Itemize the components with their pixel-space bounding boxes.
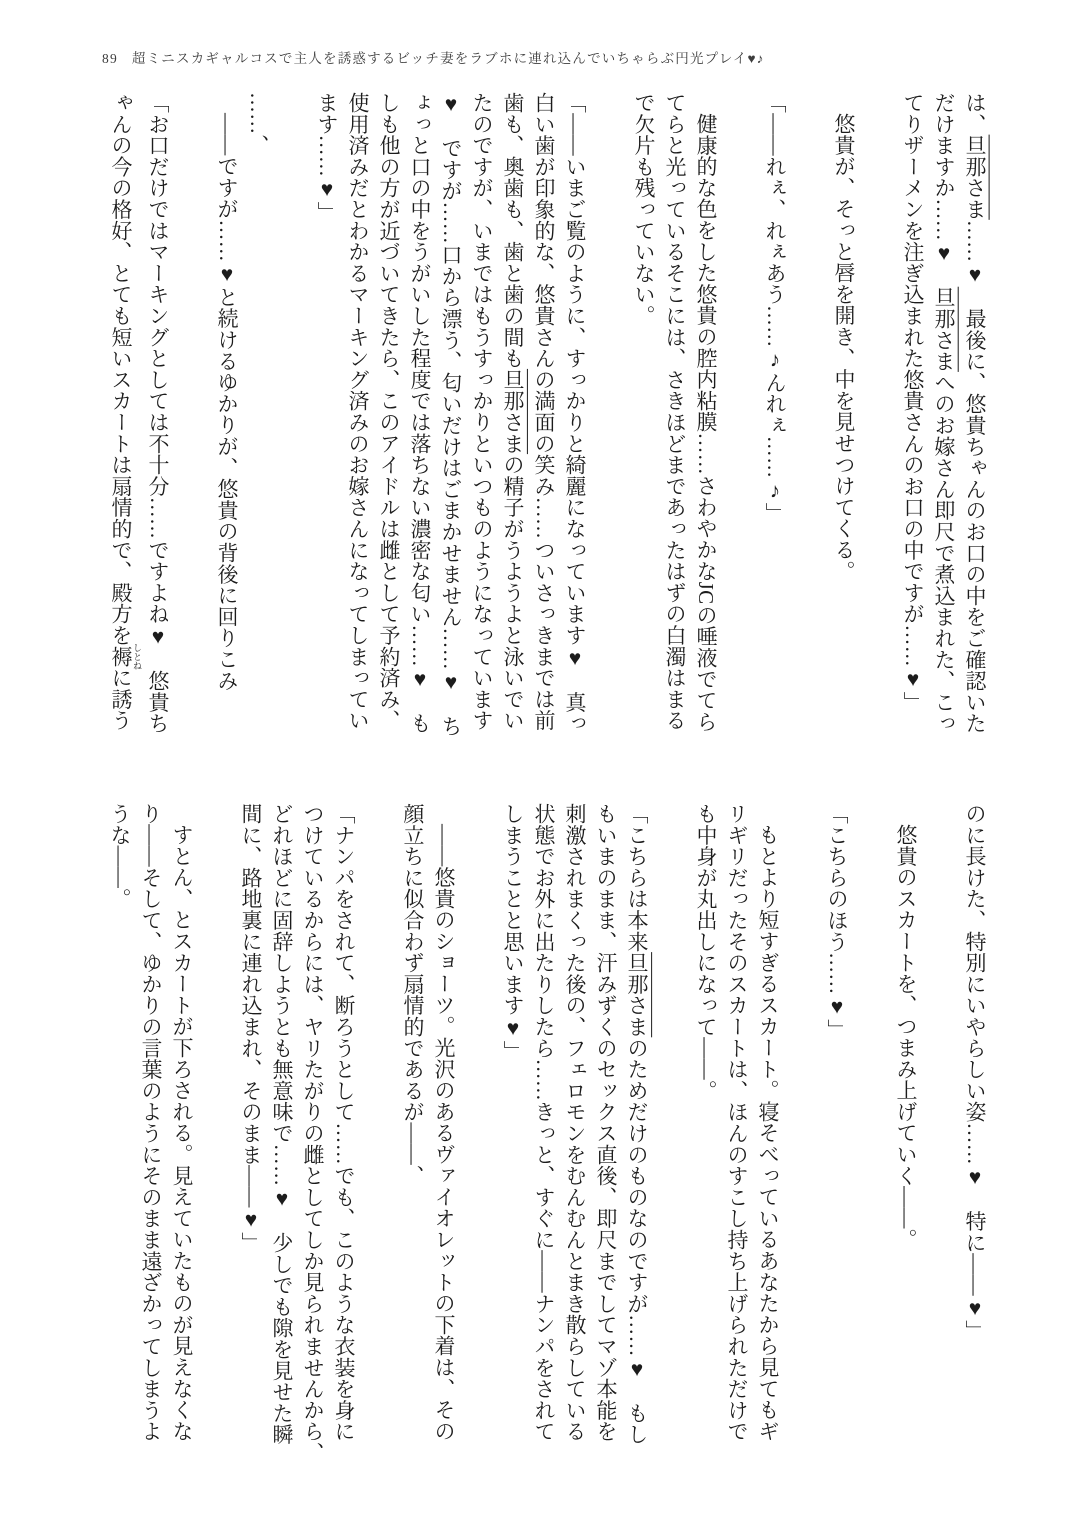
text-line: どれほどに固辞しようとも無意味で……♥ 少しでも隙を見せた瞬 — [270, 803, 294, 1445]
paragraph-group — [690, 803, 783, 1465]
text-line: 使用済みだとわかるマーキング済みのお嫁さんになってしまってい — [346, 92, 370, 731]
text-line: で欠片も残っていない。 — [632, 92, 656, 327]
text-line: もいまのまま、汗みずくのセックス直後、即尺までしてマゾ本能を — [594, 803, 618, 1442]
text-line: 悠貴が、そっと唇を開き、中を見せつけてくる。 — [832, 113, 856, 582]
text-line: 「お口だけではマーキングとしては不十分……ですよね♥ 悠貴ち — [146, 92, 170, 734]
text-line: 歯も、奥歯も、歯と歯の間も旦那さまの精子がうようよと泳いでい — [501, 92, 525, 732]
page-number: 89 — [102, 51, 118, 66]
text-line: 健康的な色をした悠貴の腔内粘膜……さわやかなJCの唾液でてら — [694, 113, 718, 733]
text-line: てりザーメンを注ぎ込まれた悠貴さんのお口の中ですが……♥」 — [901, 92, 925, 713]
emphasized-text: 旦那さま — [963, 134, 987, 220]
emphasized-text: 旦那さま — [932, 286, 956, 372]
text-line: しも他の方が近づいてきたら、このアイドルは雌として予約済み、 — [377, 92, 401, 731]
text-line: ——ですが……♥と続けるゆかりが、悠貴の背後に回りこみ — [215, 113, 239, 692]
text-line: リギリだったそのスカートは、ほんのすこし持ち上げられただけで — [725, 803, 749, 1442]
text-line: 間に、路地裏に連れ込まれ、そのまま——♥」 — [239, 803, 263, 1254]
text-line: だけますか……♥ 旦那さまへのお嫁さん即尺で煮込まれた、こっ — [932, 92, 956, 735]
text-line: 「ナンパをされて、断ろうとして……でも、このような衣装を身に — [332, 803, 356, 1442]
text-line: ♥ ですが……口から漂う、匂いだけはごまかせません……♥ ち — [439, 92, 463, 737]
text-line: てらと光っているそこには、さきほどまであったはずの白濁はまる — [663, 92, 687, 731]
paragraph-group — [959, 803, 990, 1465]
text-line: 状態でお外に出たりしたら……きっと、すぐに——ナンパをされて — [532, 803, 556, 1442]
text-line: 白い歯が印象的な、悠貴さんの満面の笑み……ついさっきまでは前 — [532, 92, 556, 731]
text-line: 「——いまご覧のように、すっかりと綺麗になっています♥ 真っ — [563, 92, 587, 734]
text-line: うな——。 — [108, 803, 132, 910]
paragraph-group — [497, 803, 652, 1465]
emphasized-text: 旦那さま — [501, 368, 525, 455]
page-header-title: 超ミニスカギャルコスで主人を誘惑するビッチ妻をラブホに連れ込んでいちゃらぶ円光プレイ♥♪ — [131, 51, 765, 66]
text-line: 刺激されまくった後の、フェロモンをむんむんとまき散らしている — [563, 803, 587, 1442]
emphasized-text: 旦那さま — [625, 952, 649, 1038]
paragraph-group — [821, 803, 852, 1465]
text-line: 「こちらのほう……♥」 — [825, 803, 849, 1041]
text-line: は、旦那さま……♥ 最後に、悠貴ちゃんのお口の中をご確認いた — [963, 92, 987, 735]
ruby-annotated-text: 褥 しとね — [109, 642, 142, 670]
text-line: ……、 — [246, 92, 270, 156]
text-line: しまうことと思います♥」 — [501, 803, 525, 1062]
text-line: 「こちらは本来旦那さまのためだけのものなのですが……♥ もし — [625, 803, 649, 1446]
text-line: ょっと口の中をうがいした程度では落ちない濃密な匂い……♥ も — [408, 92, 432, 734]
text-line: も中身が丸出しになって——。 — [694, 803, 718, 1102]
text-line: つけているからには、ヤリたがりの雌としてしか見られませんから、 — [301, 803, 325, 1464]
text-line: り——そして、ゆかりの言葉のようにそのまま遠ざかってしまうよ — [139, 803, 163, 1442]
paragraph-group — [104, 803, 197, 1465]
paragraph-group — [759, 92, 790, 742]
text-line: もとより短すぎるスカート。寝そべっているあなたから見てもギ — [756, 824, 780, 1442]
bottom-text-block — [104, 803, 990, 1465]
text-line: たのですが、いまではもうすっかりといつものようになっています — [470, 92, 494, 731]
text-line: のに長けた、特別にいやらしい姿……♥ 特に——♥」 — [963, 803, 987, 1342]
paragraph-group — [311, 92, 590, 742]
text-line: 顔立ちに似合わず扇情的であるが——、 — [401, 803, 425, 1187]
paragraph-group — [890, 803, 921, 1465]
paragraph-group — [105, 92, 173, 742]
paragraph-group — [897, 92, 990, 742]
paragraph-group — [211, 92, 273, 742]
text-line: 悠貴のスカートを、つまみ上げていく——。 — [894, 824, 918, 1250]
text-line: ——悠貴のショーツ。光沢のあるヴァイオレットの下着は、その — [432, 824, 456, 1442]
page-header — [102, 47, 765, 67]
text-line: すとん、とスカートが下ろされる。見えていたものが見えなくな — [170, 824, 194, 1442]
paragraph-group — [235, 803, 359, 1465]
text-line: 「——れぇ、れぇあう……♪んれぇ……♪」 — [763, 92, 787, 524]
paragraph-group — [397, 803, 459, 1465]
top-text-block — [105, 92, 990, 742]
text-line: ます……♥」 — [315, 92, 339, 223]
text-line: ゃんの今の格好、とても短いスカートは扇情的で、殿方を褥 しとねに誘う — [109, 92, 142, 732]
paragraph-group — [628, 92, 721, 742]
paragraph-group — [828, 92, 859, 742]
